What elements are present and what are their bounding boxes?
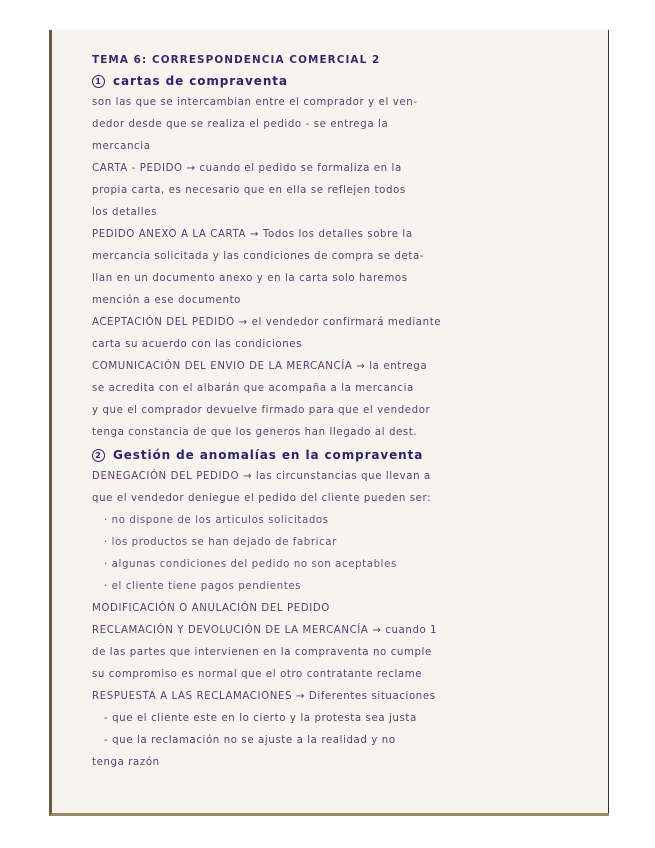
text-line: tenga constancia de que los generos han llegado al dest. [92, 427, 418, 438]
notebook-page [49, 30, 609, 816]
text-line: RECLAMACIÓN Y DEVOLUCIÓN DE LA MERCANCÍA → cuando 1 [92, 625, 438, 636]
text-line: mercancia solicitada y las condiciones de compra se deta- [92, 251, 425, 262]
section-title: Gestión de anomalías en la compraventa [113, 448, 424, 462]
text-line: los detalles [92, 207, 158, 218]
text-line: que el vendedor deniegue el pedido del cliente pueden ser: [92, 493, 432, 504]
circled-number: 2 [92, 449, 105, 462]
bullet-item: · no dispone de los articulos solicitados [104, 515, 329, 526]
text-line: RESPUESTA A LAS RECLAMACIONES → Diferentes situaciones [92, 691, 436, 702]
bullet-item: · los productos se han dejado de fabricar [104, 537, 337, 548]
text-line: y que el comprador devuelve firmado para que el vendedor [92, 405, 431, 416]
text-line: mercancia [92, 141, 151, 152]
dash-item: - que el cliente este en lo cierto y la protesta sea justa [104, 713, 417, 724]
text-line: llan en un documento anexo y en la carta solo haremos [92, 273, 408, 284]
text-line: propia carta, es necesario que en ella se reflejen todos [92, 185, 406, 196]
page-title: TEMA 6: CORRESPONDENCIA COMERCIAL 2 [92, 54, 381, 66]
text-line: su compromiso es normal que el otro contratante reclame [92, 669, 423, 680]
text-line: COMUNICACIÓN DEL ENVIO DE LA MERCANCÍA → la entrega [92, 361, 428, 372]
text-line: ACEPTACIÓN DEL PEDIDO → el vendedor confirmará mediante [92, 317, 442, 328]
text-line: DENEGACIÓN DEL PEDIDO → las circunstancias que llevan a [92, 471, 431, 482]
text-line: de las partes que intervienen en la compraventa no cumple [92, 647, 432, 658]
text-line: dedor desde que se realiza el pedido - se entrega la [92, 119, 389, 130]
dash-item: - que la reclamación no se ajuste a la realidad y no [104, 735, 396, 746]
bullet-item: · el cliente tiene pagos pendientes [104, 581, 302, 592]
section-title: cartas de compraventa [113, 74, 288, 88]
text-line: CARTA - PEDIDO → cuando el pedido se formaliza en la [92, 163, 402, 174]
circled-number: 1 [92, 75, 105, 88]
section-heading-anomalias [92, 448, 423, 462]
text-line: carta su acuerdo con las condiciones [92, 339, 303, 350]
text-line: se acredita con el albarán que acompaña a la mercancia [92, 383, 414, 394]
section-heading-cartas [92, 74, 288, 88]
text-line: PEDIDO ANEXO A LA CARTA → Todos los detalles sobre la [92, 229, 413, 240]
bullet-item: · algunas condiciones del pedido no son aceptables [104, 559, 397, 570]
text-line: mención a ese documento [92, 295, 242, 306]
text-line: tenga razón [92, 757, 160, 768]
text-line: son las que se intercambian entre el comprador y el ven- [92, 97, 418, 108]
text-line: MODIFICACIÓN O ANULACIÓN DEL PEDIDO [92, 603, 330, 614]
